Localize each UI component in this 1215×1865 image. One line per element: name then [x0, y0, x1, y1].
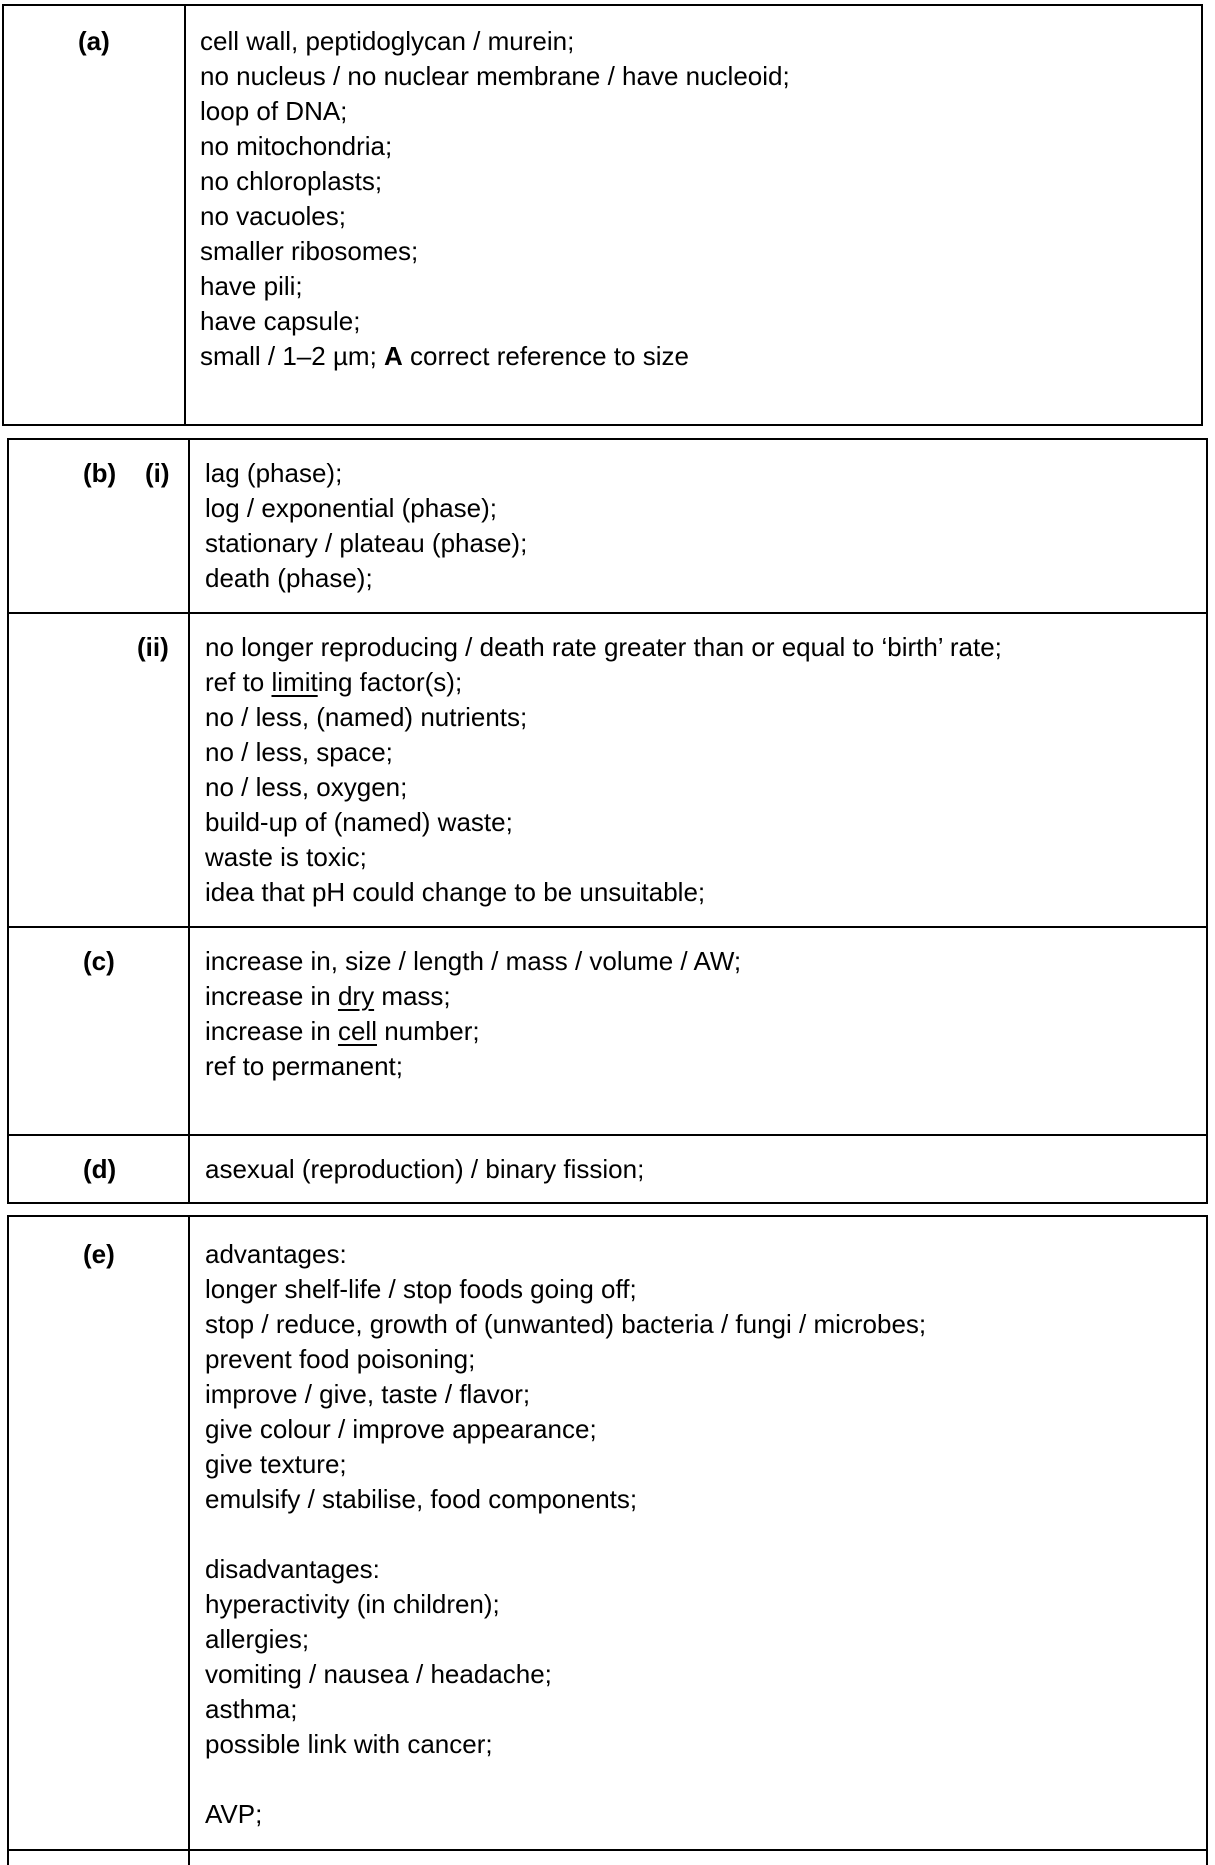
advantage-item: prevent food poisoning; [205, 1344, 476, 1374]
disadvantage-item: allergies; [205, 1624, 310, 1654]
section-a-text [200, 24, 790, 374]
section-a-size-line [200, 339, 790, 374]
section-b-ii-label: (ii) [137, 632, 169, 662]
disadvantages-heading: disadvantages: [205, 1554, 380, 1584]
section-a-line: smaller ribosomes; [200, 236, 419, 266]
underlined-word: cell [337, 1016, 377, 1046]
row-divider [9, 1134, 1206, 1136]
ref-text: ref to [205, 667, 272, 697]
advantage-item: improve / give, taste / flavor; [205, 1379, 531, 1409]
section-e-table [7, 1215, 1208, 1865]
section-a-line: have pili; [200, 271, 303, 301]
advantage-item: stop / reduce, growth of (unwanted) bacteria / fungi / microbes; [205, 1309, 927, 1339]
section-b-label: (b) [83, 458, 117, 488]
row-divider [9, 926, 1206, 928]
section-d-line: asexual (reproduction) / binary fission; [205, 1154, 645, 1184]
section-b-i-line: lag (phase); [205, 458, 343, 488]
column-divider [184, 6, 186, 424]
increase-text: increase in [205, 1016, 338, 1046]
section-d-text [205, 1152, 644, 1187]
section-b-i-line: stationary / plateau (phase); [205, 528, 528, 558]
section-a-line: no vacuoles; [200, 201, 346, 231]
section-b-i-label: (i) [145, 458, 170, 488]
section-e-label: (e) [83, 1239, 115, 1269]
section-a-table [2, 4, 1203, 426]
blank-line [205, 1762, 926, 1797]
size-note: correct reference to size [402, 341, 689, 371]
increase-text: increase in [205, 981, 338, 1011]
column-divider [188, 1217, 190, 1865]
table-bottom-border [9, 1849, 1206, 1851]
section-b-ii-limiting-line [205, 665, 1002, 700]
increase-text-end: number; [376, 1016, 480, 1046]
section-c-cell-line [205, 1014, 741, 1049]
section-b-i-text [205, 456, 527, 596]
advantage-item: give texture; [205, 1449, 347, 1479]
section-b-ii-line: idea that pH could change to be unsuitable; [205, 877, 706, 907]
section-c-line: ref to permanent; [205, 1051, 403, 1081]
section-d-label: (d) [83, 1154, 117, 1184]
section-e-text [205, 1237, 926, 1832]
section-c-line: increase in, size / length / mass / volume / AW; [205, 946, 742, 976]
advantage-item: give colour / improve appearance; [205, 1414, 597, 1444]
section-a-line: no chloroplasts; [200, 166, 383, 196]
section-b-ii-text [205, 630, 1002, 910]
row-divider [9, 612, 1206, 614]
underlined-word: limit [271, 667, 318, 697]
section-a-line: cell wall, peptidoglycan / murein; [200, 26, 575, 56]
disadvantage-item: asthma; [205, 1694, 298, 1724]
size-text: small / 1–2 µm; [200, 341, 385, 371]
section-b-ii-line: waste is toxic; [205, 842, 367, 872]
section-bcd-table [7, 438, 1208, 1204]
section-b-ii-line: no / less, space; [205, 737, 393, 767]
section-b-ii-line: no / less, (named) nutrients; [205, 702, 528, 732]
section-a-line: no mitochondria; [200, 131, 393, 161]
advantage-item: longer shelf-life / stop foods going off; [205, 1274, 637, 1304]
column-divider [188, 440, 190, 1202]
blank-line [205, 1517, 926, 1552]
section-c-label: (c) [83, 946, 115, 976]
underlined-word: dry [337, 981, 375, 1011]
section-c-text [205, 944, 741, 1084]
section-b-i-line: log / exponential (phase); [205, 493, 497, 523]
section-a-line: have capsule; [200, 306, 361, 336]
disadvantage-item: hyperactivity (in children); [205, 1589, 500, 1619]
increase-text-end: mass; [374, 981, 451, 1011]
section-b-ii-line: build-up of (named) waste; [205, 807, 513, 837]
section-a-line: loop of DNA; [200, 96, 348, 126]
disadvantage-item: vomiting / nausea / headache; [205, 1659, 552, 1689]
section-a-line: no nucleus / no nuclear membrane / have nucleoid; [200, 61, 790, 91]
ref-text-end: ing factor(s); [317, 667, 463, 697]
section-c-dry-line [205, 979, 741, 1014]
advantages-heading: advantages: [205, 1239, 347, 1269]
avp-line: AVP; [205, 1799, 263, 1829]
section-b-i-line: death (phase); [205, 563, 373, 593]
section-b-ii-line: no longer reproducing / death rate greater than or equal to ‘birth’ rate; [205, 632, 1002, 662]
accept-marker: A [384, 341, 403, 371]
disadvantage-item: possible link with cancer; [205, 1729, 493, 1759]
section-b-ii-line: no / less, oxygen; [205, 772, 408, 802]
advantage-item: emulsify / stabilise, food components; [205, 1484, 638, 1514]
section-a-label: (a) [78, 26, 110, 56]
